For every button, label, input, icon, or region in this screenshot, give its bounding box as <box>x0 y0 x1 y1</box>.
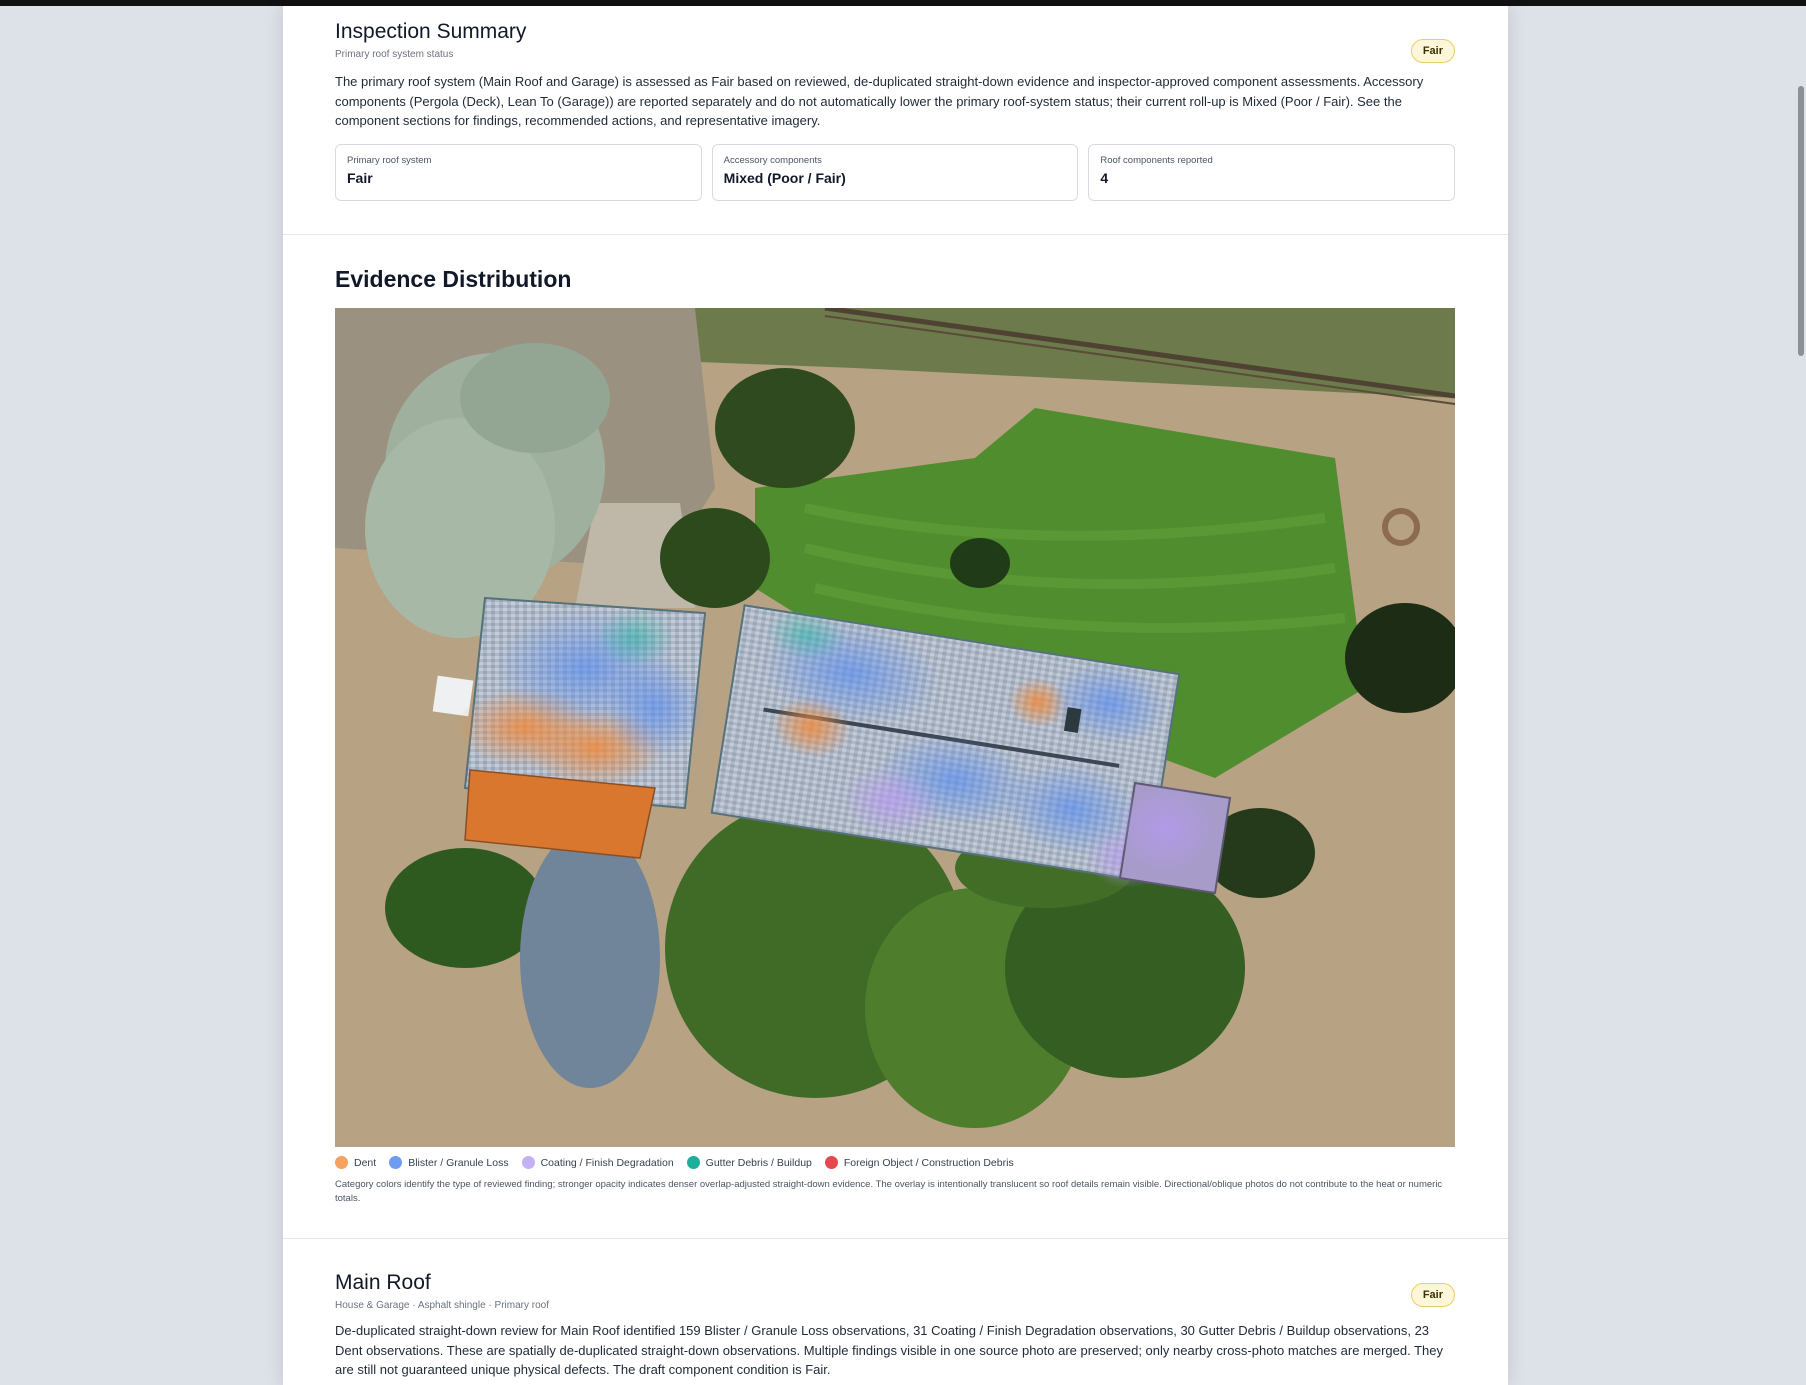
inspection-summary-section <box>335 20 1455 201</box>
aerial-evidence-map <box>335 308 1455 1147</box>
main-roof-status-badge: Fair <box>1411 1283 1455 1307</box>
legend-label: Dent <box>354 1156 377 1169</box>
card-primary-roof-system <box>335 144 702 201</box>
card-roof-components-reported <box>1088 144 1455 201</box>
summary-subtitle: Primary roof system status <box>335 49 454 60</box>
legend-item-foreign-object <box>825 1156 1014 1169</box>
summary-title: Inspection Summary <box>335 20 527 43</box>
card-label: Roof components reported <box>1100 154 1213 166</box>
card-label: Primary roof system <box>347 154 432 166</box>
main-roof-title: Main Roof <box>335 1271 431 1294</box>
card-value: 4 <box>1100 169 1109 186</box>
scrollbar-thumb[interactable] <box>1798 86 1804 356</box>
main-roof-description: De-duplicated straight-down review for Main Roof identified 159 Blister / Granule Loss observations, 31 Coating / Finish Degradation observations, 30 Gutter Debris / Buildup observations, 23 Dent observations. These are spatially de-duplicated straight-down observations. Multiple findings visible in one source photo are preserved; only nearby cross-photo matches are merged. They are still not guaranteed unique physical defects. The draft component condition is Fair. <box>335 1323 1444 1378</box>
legend-item-dent <box>335 1156 376 1169</box>
foreign-object-color-icon <box>825 1156 838 1169</box>
aerial-photo <box>335 308 1455 1147</box>
legend-item-blister <box>389 1156 508 1169</box>
blister-color-icon <box>389 1156 402 1169</box>
evidence-title: Evidence Distribution <box>335 266 572 292</box>
gutter-color-icon <box>687 1156 700 1169</box>
legend-label: Gutter Debris / Buildup <box>705 1156 812 1169</box>
card-value: Mixed (Poor / Fair) <box>723 169 846 186</box>
report-page <box>283 6 1508 1385</box>
main-roof-section <box>335 1271 1455 1380</box>
evidence-note: Category colors identify the type of reviewed finding; stronger opacity indicates denser overlap-adjusted straight-down evidence. The overlay is intentionally translucent so roof details remain visible. Directional/oblique photos do not contribute to the heat or numeric totals. <box>335 1179 1443 1204</box>
card-label: Accessory components <box>723 154 822 166</box>
legend-label: Blister / Granule Loss <box>408 1156 509 1169</box>
dent-color-icon <box>335 1156 348 1169</box>
coating-color-icon <box>522 1156 535 1169</box>
scrollbar-track[interactable] <box>1796 6 1806 1385</box>
summary-cards <box>335 144 1455 201</box>
evidence-legend <box>335 1156 1014 1169</box>
legend-item-coating <box>522 1156 674 1169</box>
legend-label: Foreign Object / Construction Debris <box>843 1156 1014 1169</box>
summary-status-badge: Fair <box>1411 39 1455 63</box>
card-value: Fair <box>347 169 373 186</box>
card-accessory-components <box>712 144 1079 201</box>
pergola-deck <box>1115 783 1230 893</box>
main-roof-subtitle: House & Garage · Asphalt shingle · Primary roof <box>335 1300 549 1311</box>
summary-description: The primary roof system (Main Roof and Garage) is assessed as Fair based on reviewed, de-duplicated straight-down evidence and inspector-approved component assessments. Accessory components (Pergola (Deck), Lean To (Garage)) are reported separately and do not automatically lower the primary roof-system status; their current roll-up is Mixed (Poor / Fair). See the component sections for findings, recommended actions, and representative imagery. <box>335 74 1424 129</box>
section-divider <box>283 1238 1508 1239</box>
section-divider <box>283 234 1508 235</box>
legend-label: Coating / Finish Degradation <box>540 1156 674 1169</box>
legend-item-gutter <box>687 1156 812 1169</box>
evidence-header <box>335 266 1455 293</box>
